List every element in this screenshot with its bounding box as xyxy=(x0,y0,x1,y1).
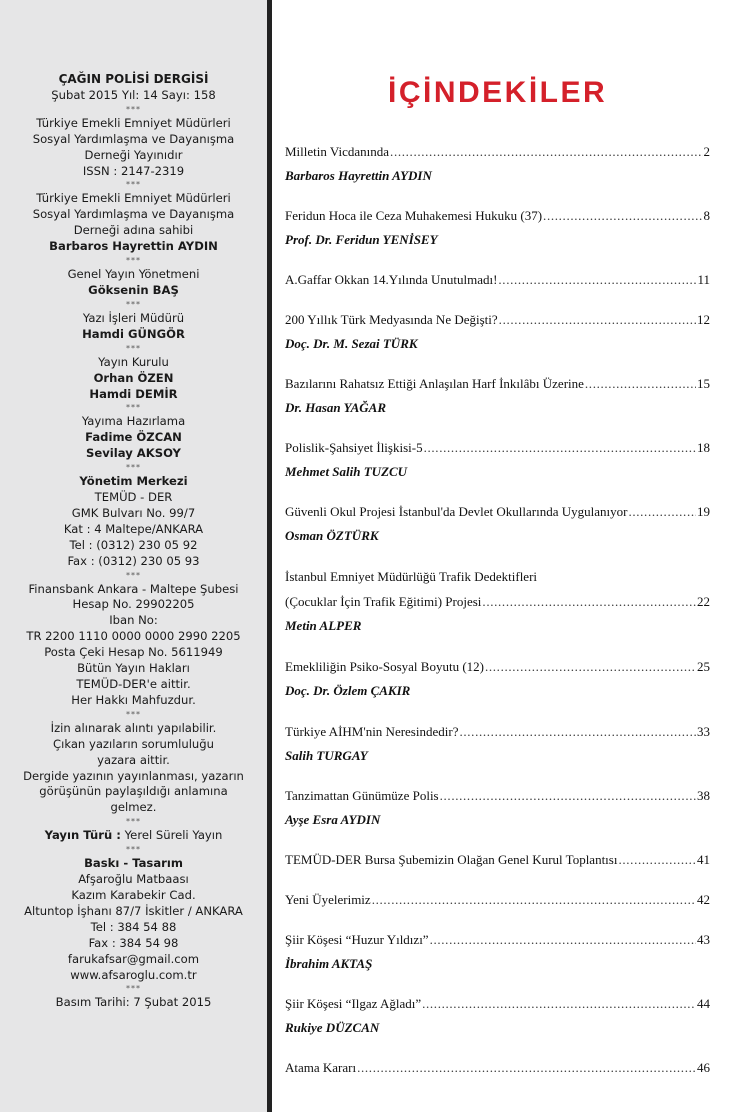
dot-leader xyxy=(422,995,696,1012)
toc-entry-title-line: İstanbul Emniyet Müdürlüğü Trafik Dedektifleri xyxy=(285,569,538,584)
toc-entry-page: 25 xyxy=(697,659,710,674)
dot-leader xyxy=(628,503,696,520)
masthead-line: TEMÜD - DER xyxy=(94,490,173,505)
masthead-line: Fadime ÖZCAN xyxy=(85,430,182,445)
separator: *** xyxy=(126,984,141,994)
masthead-line: Derneği Yayınıdır xyxy=(84,147,183,162)
masthead-line: görüşünün paylaşıldığı anlamına xyxy=(39,784,228,799)
toc-entry-title: Atama Kararı xyxy=(285,1060,357,1075)
toc-entry-page: 12 xyxy=(697,312,710,327)
separator: *** xyxy=(126,709,141,719)
toc-entry-row xyxy=(285,723,710,740)
magazine-title: ÇAĞIN POLİSİ DERGİSİ xyxy=(58,72,209,86)
toc-entry[interactable] xyxy=(285,891,710,908)
masthead-line: Altuntop İşhanı 87/7 İskitler / ANKARA xyxy=(24,903,243,918)
toc-entry-row xyxy=(285,851,710,868)
separator: *** xyxy=(126,180,141,190)
masthead-line: Hamdi DEMİR xyxy=(89,386,178,401)
masthead-line: Basım Tarihi: 7 Şubat 2015 xyxy=(55,995,212,1010)
masthead-line: Genel Yayın Yönetmeni xyxy=(67,267,200,282)
masthead-line: Türkiye Emekli Emniyet Müdürleri xyxy=(36,191,231,206)
dot-leader xyxy=(459,723,696,740)
dot-leader xyxy=(485,658,696,675)
toc-entry-page: 33 xyxy=(697,724,710,739)
toc-entry-page: 11 xyxy=(697,272,710,287)
toc-entry-row xyxy=(285,439,710,456)
masthead-line: Hamdi GÜNGÖR xyxy=(82,326,185,341)
masthead-line: Barbaros Hayrettin AYDIN xyxy=(49,239,218,254)
toc-entry-page: 38 xyxy=(697,788,710,803)
separator: *** xyxy=(126,403,141,413)
masthead-line: farukafsar@gmail.com xyxy=(67,951,200,966)
masthead-line: TR 2200 1110 0000 0000 2990 2205 xyxy=(26,629,241,644)
toc-entry-title: (Çocuklar İçin Trafik Eğitimi) Projesi xyxy=(285,594,482,609)
toc-entry[interactable] xyxy=(285,311,710,352)
toc-entry-row xyxy=(285,787,710,804)
masthead-line: Sevilay AKSOY xyxy=(86,446,181,461)
masthead-line: Bütün Yayın Hakları xyxy=(77,661,190,676)
toc-entry[interactable] xyxy=(285,439,710,480)
toc-entry[interactable] xyxy=(285,995,710,1036)
toc-entry-title: 200 Yıllık Türk Medyasında Ne Değişti? xyxy=(285,312,498,327)
toc-entry-title: A.Gaffar Okkan 14.Yılında Unutulmadı! xyxy=(285,272,498,287)
toc-entry-author: İbrahim AKTAŞ xyxy=(285,956,373,971)
toc-entry-page: 44 xyxy=(697,996,710,1011)
masthead-line: Tel : (0312) 230 05 92 xyxy=(69,537,198,552)
separator: *** xyxy=(126,256,141,266)
dot-leader xyxy=(357,1059,696,1076)
toc-entry-row xyxy=(285,995,710,1012)
masthead-label: Yayın Türü : xyxy=(44,828,121,843)
masthead-line: Şubat 2015 Yıl: 14 Sayı: 158 xyxy=(51,87,216,102)
toc-entry-row xyxy=(285,1059,710,1076)
toc-entry[interactable] xyxy=(285,931,710,972)
toc-entry-author: Osman ÖZTÜRK xyxy=(285,528,379,543)
toc-entry-page: 41 xyxy=(697,852,710,867)
masthead-line: Iban No: xyxy=(109,613,158,628)
masthead-line: Fax : 384 54 98 xyxy=(88,935,179,950)
toc-entry-author: Mehmet Salih TUZCU xyxy=(285,464,408,479)
toc-entry[interactable] xyxy=(285,1059,710,1076)
masthead-line: Orhan ÖZEN xyxy=(93,370,174,385)
masthead-panel xyxy=(0,0,267,1112)
toc-entry-page: 15 xyxy=(697,376,710,391)
toc-entry[interactable] xyxy=(285,207,710,248)
toc-entry-row xyxy=(285,143,710,160)
toc-entry-title: Bazılarını Rahatsız Ettiği Anlaşılan Harf İnkılâbı Üzerine xyxy=(285,376,584,391)
masthead-line: Türkiye Emekli Emniyet Müdürleri xyxy=(36,115,231,130)
toc-entry-title: Türkiye AİHM'nin Neresindedir? xyxy=(285,724,459,739)
separator: *** xyxy=(126,299,141,309)
toc-entry-title: Feridun Hoca ile Ceza Muhakemesi Hukuku (37) xyxy=(285,208,543,223)
masthead-value: Yerel Süreli Yayın xyxy=(120,828,223,843)
toc-entry-row xyxy=(285,891,710,908)
masthead-line: Yayıma Hazırlama xyxy=(81,414,186,429)
masthead-line: gelmez. xyxy=(110,800,157,815)
toc-entry-page: 43 xyxy=(697,932,710,947)
masthead-line: İzin alınarak alıntı yapılabilir. xyxy=(50,720,217,735)
masthead-line xyxy=(0,828,267,844)
masthead-line: Yazı İşleri Müdürü xyxy=(82,310,185,325)
separator: *** xyxy=(126,104,141,114)
toc-entry-row xyxy=(285,311,710,328)
toc-entry[interactable] xyxy=(285,787,710,828)
masthead-line: Yayın Kurulu xyxy=(98,354,169,369)
dot-leader xyxy=(390,143,702,160)
toc-entry-author: Doç. Dr. Özlem ÇAKIR xyxy=(285,683,411,698)
toc-entry-page: 18 xyxy=(697,440,710,455)
toc-entry-title: Milletin Vicdanında xyxy=(285,144,390,159)
masthead-line: Baskı - Tasarım xyxy=(84,856,183,871)
toc-entry[interactable] xyxy=(285,271,710,288)
masthead-line: TEMÜD-DER'e aittir. xyxy=(76,677,191,691)
separator: *** xyxy=(126,463,141,473)
toc-entry[interactable] xyxy=(285,723,710,764)
toc-entry-title: Güvenli Okul Projesi İstanbul'da Devlet Okullarında Uygulanıyor xyxy=(285,504,628,519)
toc-entry-page: 46 xyxy=(697,1060,710,1075)
toc-entry[interactable] xyxy=(285,375,710,416)
toc-entry-title: Emekliliğin Psiko-Sosyal Boyutu (12) xyxy=(285,659,484,674)
toc-entry-page: 22 xyxy=(697,594,710,609)
toc-entry-author: Prof. Dr. Feridun YENİSEY xyxy=(285,232,438,247)
toc-entry-page: 2 xyxy=(703,144,710,159)
toc-entry-page: 42 xyxy=(697,892,710,907)
masthead-line: Kat : 4 Maltepe/ANKARA xyxy=(63,521,204,536)
toc-entry[interactable] xyxy=(285,851,710,868)
dot-leader xyxy=(543,207,702,224)
separator: *** xyxy=(126,343,141,353)
masthead-line: Fax : (0312) 230 05 93 xyxy=(67,553,200,568)
masthead-line: Çıkan yazıların sorumluluğu xyxy=(53,736,214,751)
toc-entry-row xyxy=(285,375,710,392)
toc-entry-author: Metin ALPER xyxy=(285,618,362,633)
toc-entry-title: Tanzimattan Günümüze Polis xyxy=(285,788,439,803)
toc-entry-title: TEMÜD-DER Bursa Şubemizin Olağan Genel Kurul Toplantısı xyxy=(285,852,618,867)
toc-panel xyxy=(272,0,750,1112)
toc-entry-title: Şiir Köşesi “Huzur Yıldızı” xyxy=(285,932,429,947)
toc-entry-title: Yeni Üyelerimiz xyxy=(285,892,371,907)
dot-leader xyxy=(618,851,696,868)
toc-entry-row xyxy=(285,207,710,224)
dot-leader xyxy=(499,311,696,328)
dot-leader xyxy=(424,439,696,456)
toc-entry-page: 19 xyxy=(697,504,710,519)
masthead-line: Hesap No. 29902205 xyxy=(72,597,195,612)
toc-entry-page: 8 xyxy=(703,208,710,223)
masthead-line: Dergide yazının yayınlanması, yazarın xyxy=(23,768,244,783)
masthead-line: Göksenin BAŞ xyxy=(88,282,179,297)
masthead-line: GMK Bulvarı No. 99/7 xyxy=(71,505,196,520)
toc-entry-row xyxy=(285,658,710,675)
toc-entry-author: Ayşe Esra AYDIN xyxy=(285,812,381,827)
masthead-line: Her Hakkı Mahfuzdur. xyxy=(71,692,196,707)
toc-entry-row xyxy=(285,593,710,610)
masthead xyxy=(0,72,267,1011)
dot-leader xyxy=(440,787,696,804)
masthead-line: Afşaroğlu Matbaası xyxy=(78,872,189,887)
toc-entry[interactable] xyxy=(285,658,710,699)
masthead-line: www.afsaroglu.com.tr xyxy=(70,967,197,982)
toc-entry[interactable] xyxy=(285,143,710,184)
toc-entry-author: Dr. Hasan YAĞAR xyxy=(285,400,387,415)
toc-entry-author: Barbaros Hayrettin AYDIN xyxy=(285,168,432,183)
toc-entry-row xyxy=(285,931,710,948)
masthead-line: Sosyal Yardımlaşma ve Dayanışma xyxy=(32,207,235,222)
dot-leader xyxy=(498,271,696,288)
dot-leader xyxy=(372,891,696,908)
toc-entry-author: Salih TURGAY xyxy=(285,748,368,763)
masthead-line: Tel : 384 54 88 xyxy=(90,919,177,934)
separator: *** xyxy=(126,845,141,855)
masthead-line: Sosyal Yardımlaşma ve Dayanışma xyxy=(32,131,235,146)
masthead-line: yazara aittir. xyxy=(97,752,170,767)
dot-leader xyxy=(585,375,696,392)
toc-entry-title: Polislik-Şahsiyet İlişkisi-5 xyxy=(285,440,423,455)
masthead-line: ISSN : 2147-2319 xyxy=(82,163,185,178)
toc-entry[interactable] xyxy=(285,503,710,544)
toc-entry-author: Doç. Dr. M. Sezai TÜRK xyxy=(285,336,418,351)
toc-entry-row xyxy=(285,503,710,520)
toc-entry-author: Rukiye DÜZCAN xyxy=(285,1020,380,1035)
masthead-line: Kazım Karabekir Cad. xyxy=(71,887,196,902)
masthead-line: Derneği adına sahibi xyxy=(73,223,194,238)
separator: *** xyxy=(126,817,141,827)
separator: *** xyxy=(126,570,141,580)
dot-leader xyxy=(430,931,696,948)
masthead-line: Posta Çeki Hesap No. 5611949 xyxy=(44,645,223,660)
toc-entry-row xyxy=(285,271,710,288)
toc-entry[interactable] xyxy=(285,568,710,634)
toc-title: İÇİNDEKİLER xyxy=(388,76,608,109)
masthead-line: Finansbank Ankara - Maltepe Şubesi xyxy=(28,581,239,596)
toc-entry-title: Şiir Köşesi “Ilgaz Ağladı” xyxy=(285,996,422,1011)
dot-leader xyxy=(482,593,696,610)
masthead-line: Yönetim Merkezi xyxy=(79,474,188,489)
